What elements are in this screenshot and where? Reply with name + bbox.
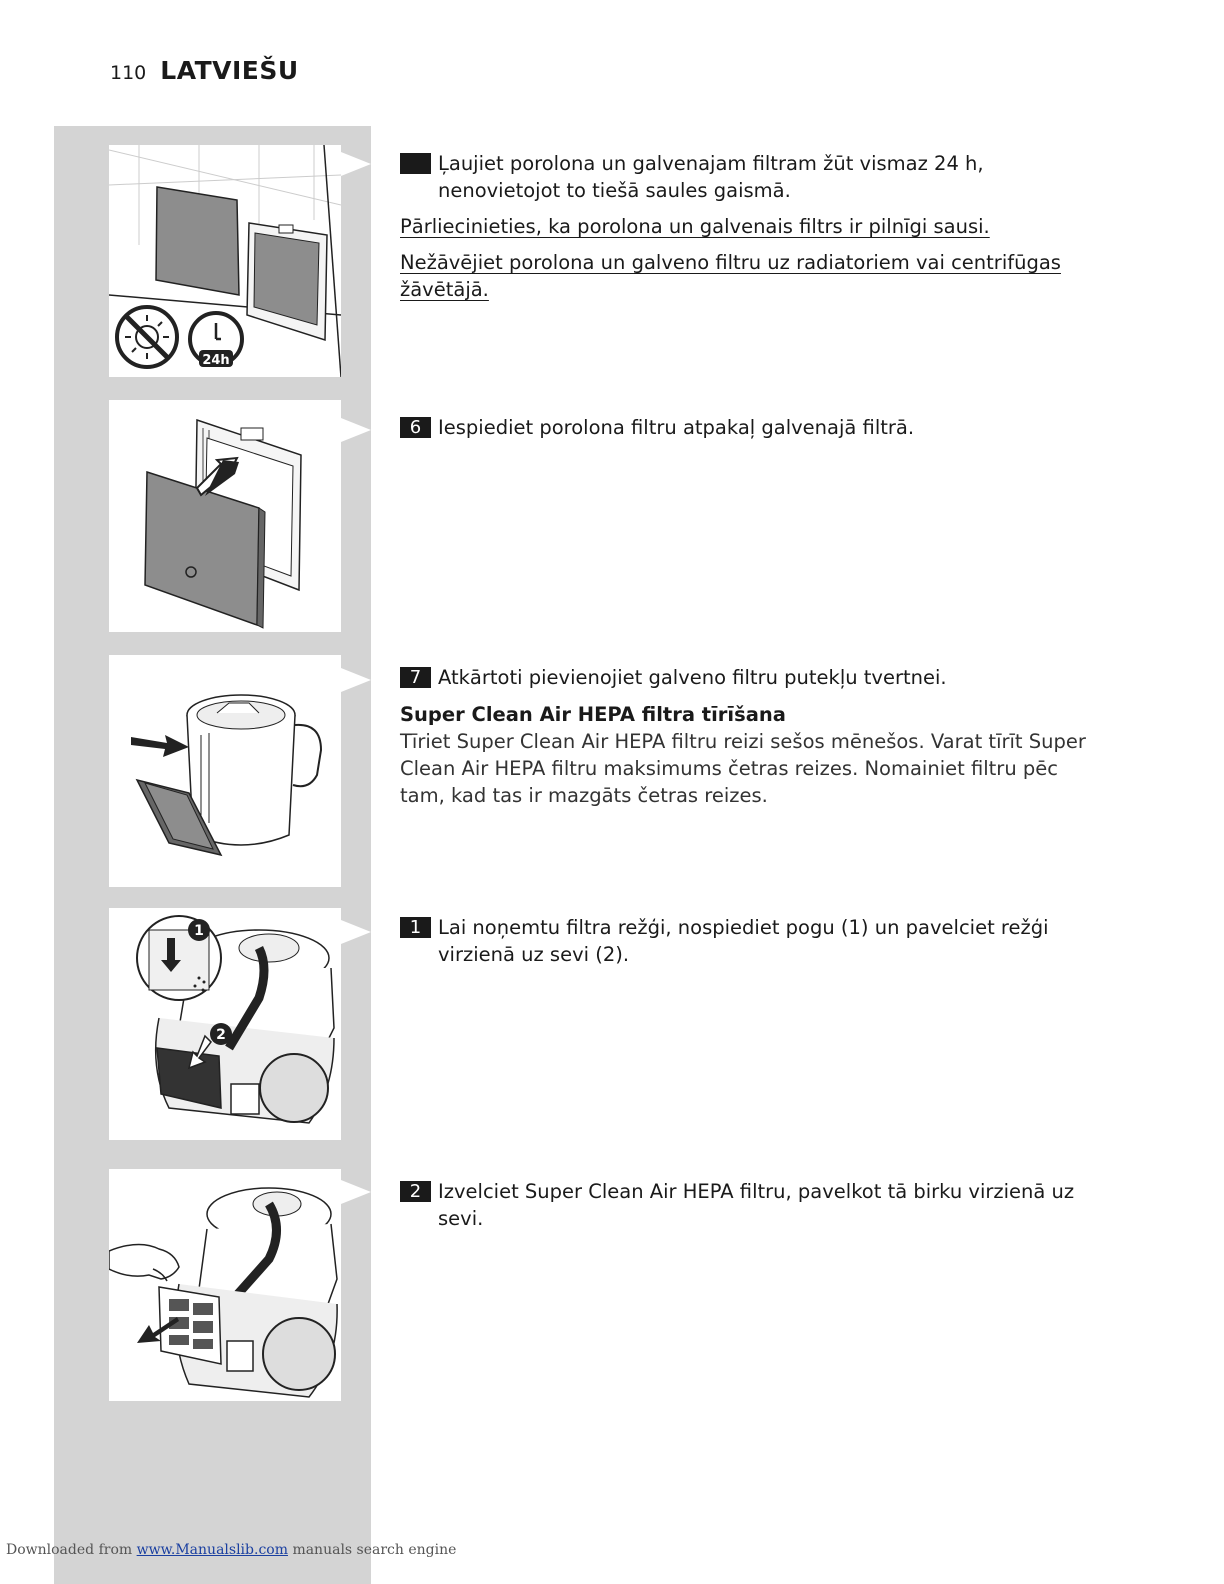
arrow-right-icon bbox=[131, 735, 189, 757]
panel-pointer bbox=[341, 152, 371, 176]
language-title: LATVIEŠU bbox=[160, 56, 299, 85]
callout-2-icon bbox=[210, 1023, 232, 1045]
note-no-radiator: Nežāvējiet porolona un galveno filtru uz radiatoriem vai centrifūgas žāvētājā. bbox=[400, 251, 1061, 301]
note-dry-check: Pārliecinieties, ka porolona un galvenais filtrs ir pilnīgi sausi. bbox=[400, 215, 990, 238]
no-sun-icon bbox=[117, 307, 177, 367]
step-badge: 7 bbox=[400, 667, 431, 688]
illustration-filter-to-container bbox=[109, 655, 341, 887]
panel-pointer bbox=[341, 668, 371, 692]
panel-pointer bbox=[341, 418, 371, 442]
illustration-pull-hepa-filter bbox=[109, 1169, 341, 1401]
step-1 bbox=[400, 914, 1100, 968]
step-badge: 6 bbox=[400, 417, 431, 438]
callout-2-label: 2 bbox=[216, 1027, 226, 1043]
download-footer bbox=[6, 1542, 456, 1558]
hand-icon bbox=[109, 1244, 179, 1281]
step-text: Atkārtoti pievienojiet galveno filtru putekļu tvertnei. bbox=[438, 666, 947, 689]
section-heading: Super Clean Air HEPA filtra tīrīšana bbox=[400, 703, 786, 726]
footer-prefix: Downloaded from bbox=[6, 1542, 133, 1558]
step-text: Ļaujiet porolona un galvenajam filtram žūt vismaz 24 h, nenovietojot to tiešā saules gaismā. bbox=[438, 152, 984, 202]
step-badge: 1 bbox=[400, 917, 431, 938]
step-text: Lai noņemtu filtra režģi, nospiediet pogu (1) un pavelciet režģi virzienā uz sevi (2). bbox=[438, 916, 1049, 966]
illustration-remove-grille bbox=[109, 908, 341, 1140]
manualslib-link[interactable]: www.Manualslib.com bbox=[136, 1542, 288, 1558]
step-text: Izvelciet Super Clean Air HEPA filtru, pavelkot tā birku virzienā uz sevi. bbox=[438, 1180, 1075, 1230]
timer-24h-icon bbox=[190, 313, 242, 368]
page-number: 110 bbox=[110, 62, 147, 84]
panel-pointer bbox=[341, 920, 371, 944]
illustration-filters-drying bbox=[109, 145, 341, 377]
step-6 bbox=[400, 414, 1100, 441]
section-body: Tīriet Super Clean Air HEPA filtru reizi sešos mēnešos. Varat tīrīt Super Clean Air HEPA filtru maksimums četras reizes. Nomainiet filtru pēc tam, kad tas ir mazgāts četras reizes. bbox=[400, 730, 1086, 807]
footer-suffix: manuals search engine bbox=[292, 1542, 457, 1558]
step-7 bbox=[400, 664, 1100, 809]
panel-pointer bbox=[341, 1180, 371, 1204]
callout-1-label: 1 bbox=[194, 923, 204, 939]
step-drying bbox=[400, 150, 1100, 303]
callout-1-icon bbox=[188, 919, 210, 941]
step-badge bbox=[400, 153, 431, 174]
step-2 bbox=[400, 1178, 1100, 1232]
timer-label: 24h bbox=[202, 353, 230, 368]
step-text: Iespiediet porolona filtru atpakaļ galvenajā filtrā. bbox=[438, 416, 915, 439]
page-header bbox=[110, 56, 299, 85]
step-badge: 2 bbox=[400, 1181, 431, 1202]
illustration-foam-into-filter bbox=[109, 400, 341, 632]
